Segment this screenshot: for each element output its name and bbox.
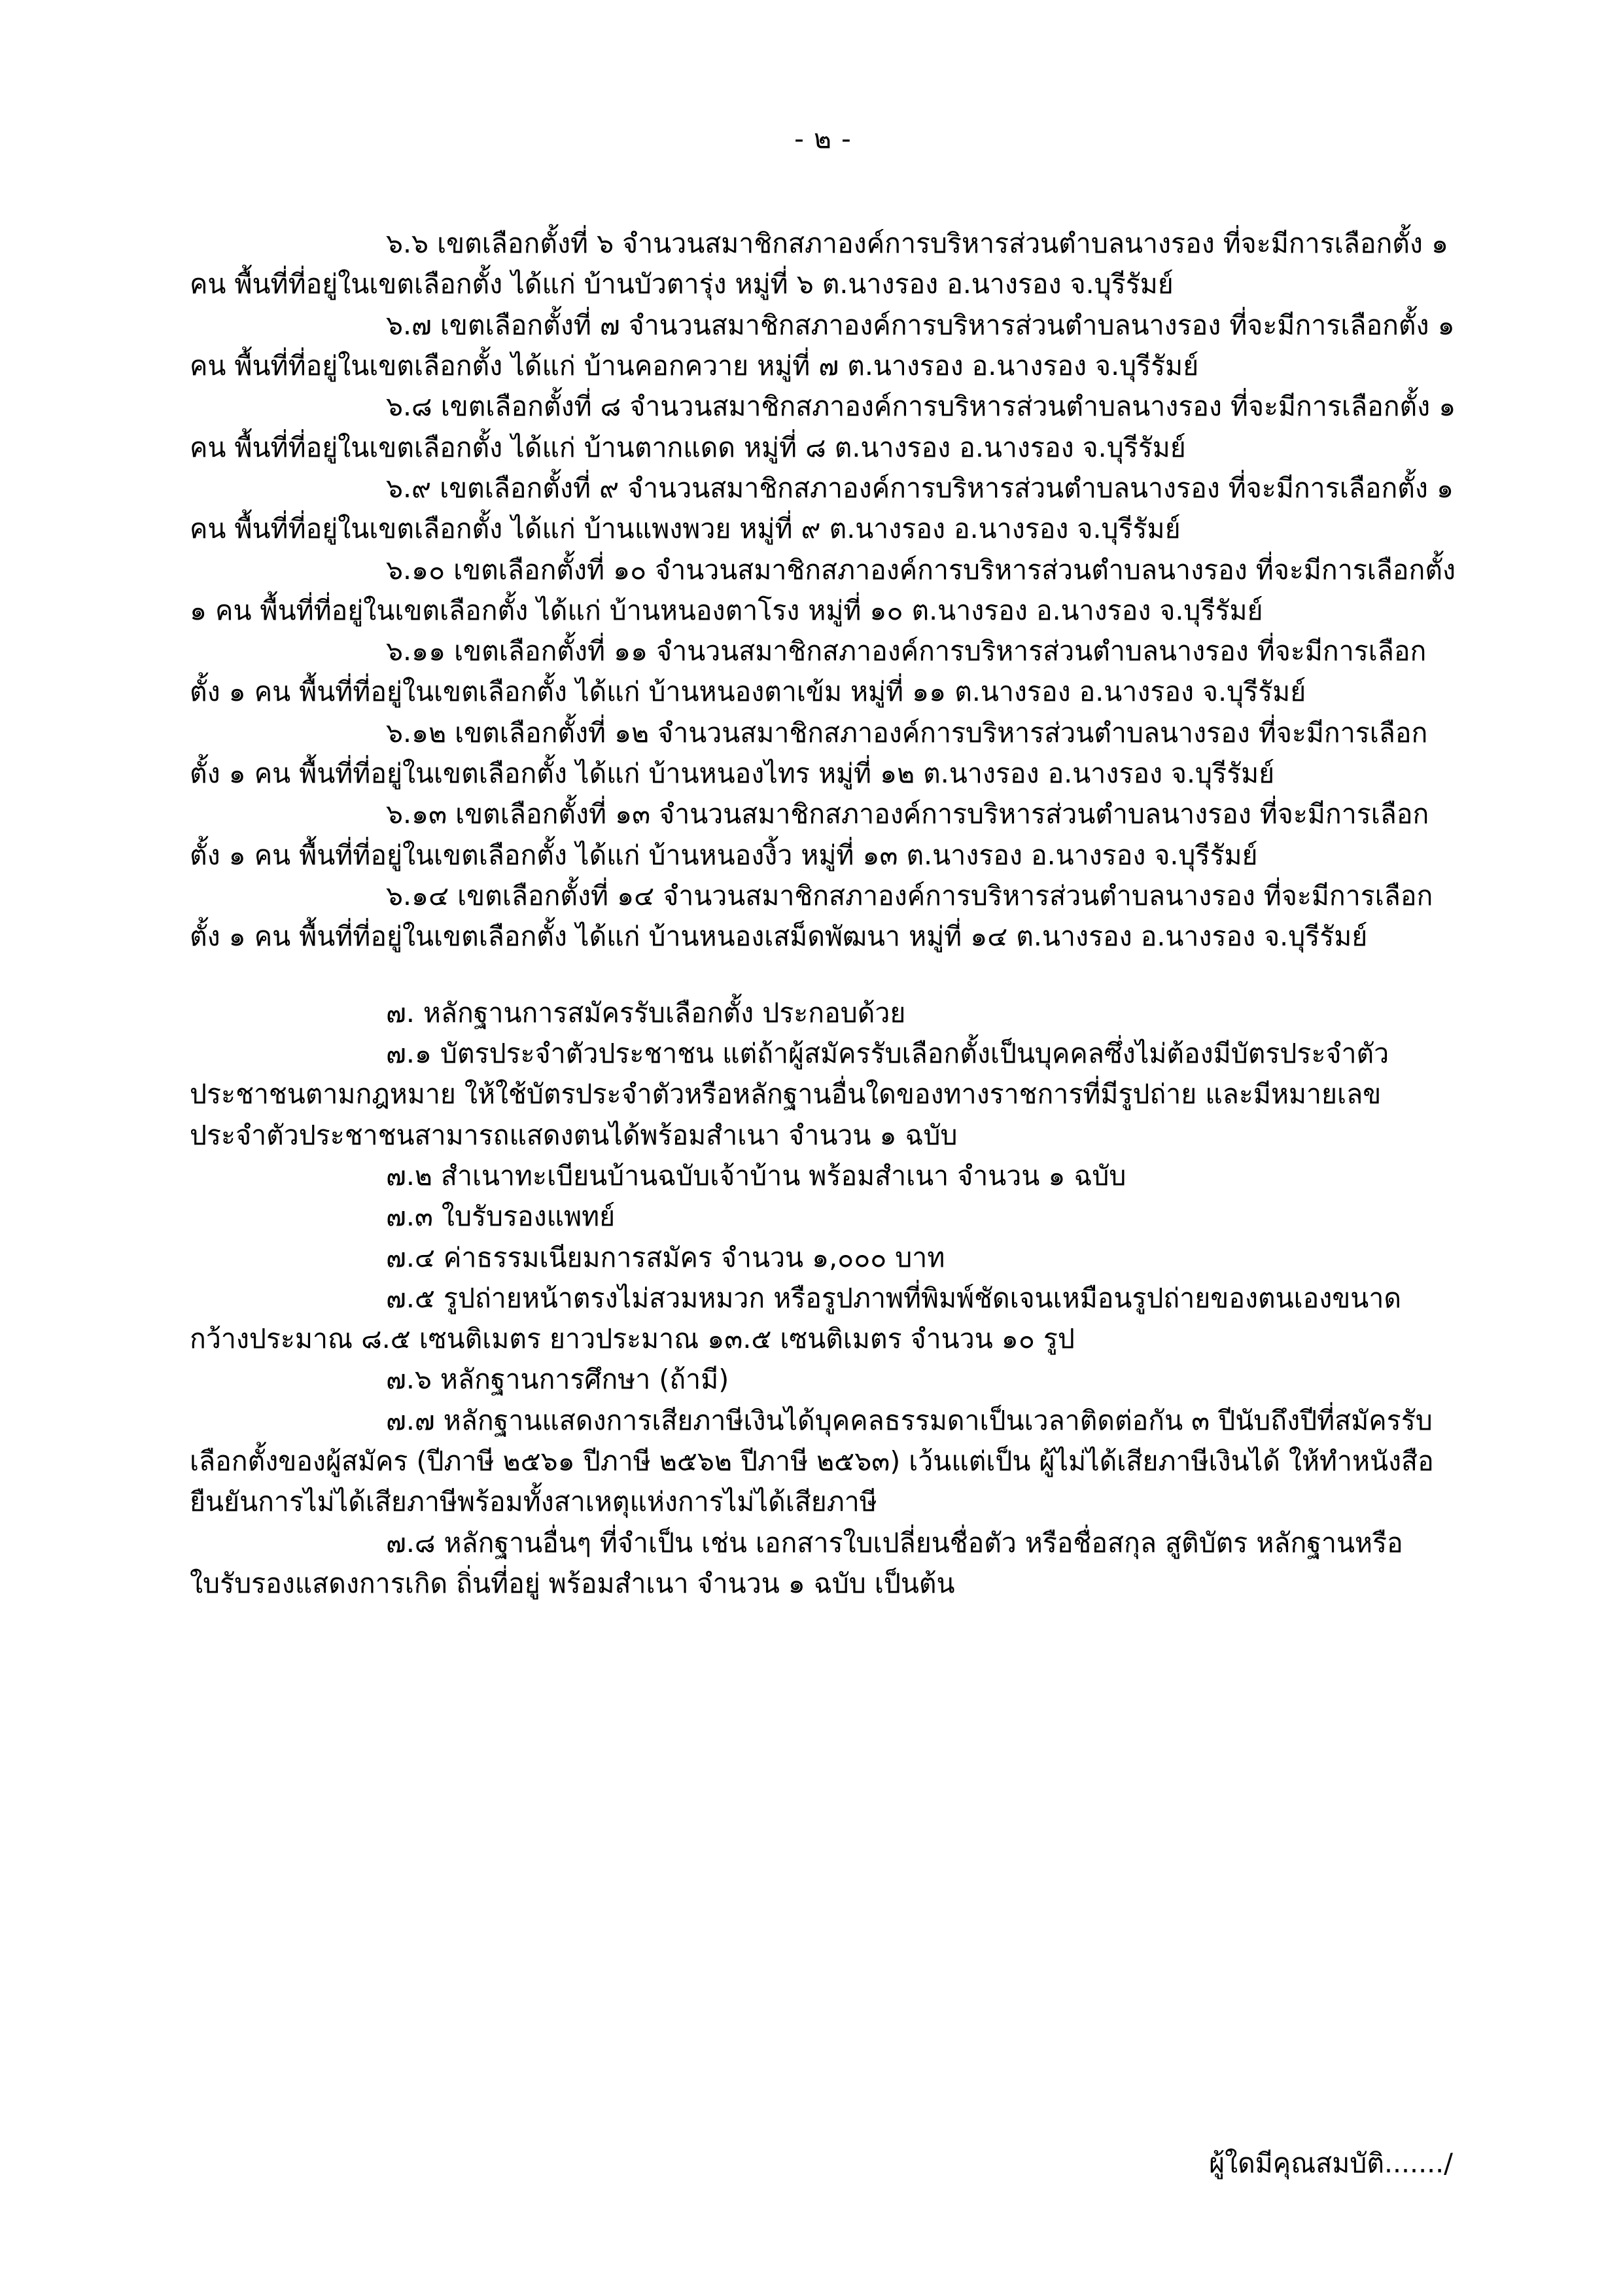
paragraph-6-9 [190,468,1456,550]
item-text: ๗.๘ หลักฐานอื่นๆ ที่จำเป็น เช่น เอกสารใบเปลี่ยนชื่อตัว หรือชื่อสกุล สูติบัตร หลักฐานหรือใบรับรองแสดงการเกิด ถิ่นที่อยู่ พร้อมสำเนา จำนวน ๑ ฉบับ เป็นต้น [190,1527,1403,1599]
item-text: ๗.๓ ใบรับรองแพทย์ [386,1201,616,1233]
item-text: ๗.๑ บัตรประจำตัวประชาชน แต่ถ้าผู้สมัครรับเลือกตั้งเป็นบุคคลซึ่งไม่ต้องมีบัตรประจำตัวประชาชนตามกฎหมาย ให้ใช้บัตรประจำตัวหรือหลักฐานอื่นใดของทางราชการที่มีรูปถ่าย และมีหมายเลขประจำตัวประชาชนสามารถแสดงตนได้พร้อมสำเนา จำนวน ๑ ฉบับ [190,1037,1389,1151]
paragraph-text: ๖.๑๓ เขตเลือกตั้งที่ ๑๓ จำนวนสมาชิกสภาองค์การบริหารส่วนตำบลนางรอง ที่จะมีการเลือกตั้ง ๑ คน พื้นที่ที่อยู่ในเขตเลือกตั้ง ได้แก่ บ้านหนองงิ้ว หมู่ที่ ๑๓ ต.นางรอง อ.นางรอง จ.บุรีรัมย์ [190,798,1429,871]
item-7-2 [190,1156,1456,1196]
paragraph-text: ๖.๑๒ เขตเลือกตั้งที่ ๑๒ จำนวนสมาชิกสภาองค์การบริหารส่วนตำบลนางรอง ที่จะมีการเลือกตั้ง ๑ คน พื้นที่ที่อยู่ในเขตเลือกตั้ง ได้แก่ บ้านหนองไทร หมู่ที่ ๑๒ ต.นางรอง อ.นางรอง จ.บุรีรัมย์ [190,716,1428,790]
paragraph-6-7 [190,305,1456,387]
item-text: ๗.๗ หลักฐานแสดงการเสียภาษีเงินได้บุคคลธรรมดาเป็นเวลาติดต่อกัน ๓ ปีนับถึงปีที่สมัครรับเลือกตั้งของผู้สมัคร (ปีภาษี ๒๕๖๑ ปีภาษี ๒๕๖๒ ปีภาษี ๒๕๖๓) เว้นแต่เป็น ผู้ไม่ได้เสียภาษีเงินได้ ให้ทำหนังสือยืนยันการไม่ได้เสียภาษีพร้อมทั้งสาเหตุแห่งการไม่ได้เสียภาษี [190,1404,1434,1518]
item-text: ๗.๒ สำเนาทะเบียนบ้านฉบับเจ้าบ้าน พร้อมสำเนา จำนวน ๑ ฉบับ [386,1159,1126,1192]
item-7-7 [190,1400,1456,1523]
item-7-1 [190,1033,1456,1156]
paragraph-text: ๖.๙ เขตเลือกตั้งที่ ๙ จำนวนสมาชิกสภาองค์การบริหารส่วนตำบลนางรอง ที่จะมีการเลือกตั้ง ๑ คน พื้นที่ที่อยู่ในเขตเลือกตั้ง ได้แก่ บ้านแพงพวย หมู่ที่ ๙ ต.นางรอง อ.นางรอง จ.บุรีรัมย์ [190,472,1454,545]
section-7 [190,993,1456,1604]
paragraph-6-14 [190,875,1456,957]
paragraph-text: ๖.๑๑ เขตเลือกตั้งที่ ๑๑ จำนวนสมาชิกสภาองค์การบริหารส่วนตำบลนางรอง ที่จะมีการเลือกตั้ง ๑ คน พื้นที่ที่อยู่ในเขตเลือกตั้ง ได้แก่ บ้านหนองตาเข้ม หมู่ที่ ๑๑ ต.นางรอง อ.นางรอง จ.บุรีรัมย์ [190,635,1427,708]
footer-continuation-note: ผู้ใดมีคุณสมบัติ......./ [1209,2147,1453,2179]
item-7-3 [190,1196,1456,1237]
paragraph-6-6 [190,223,1456,305]
item-7-5 [190,1278,1456,1360]
paragraph-6-11 [190,631,1456,713]
section-7-heading [190,993,1456,1033]
section-spacer [190,957,1456,993]
paragraph-text: ๖.๘ เขตเลือกตั้งที่ ๘ จำนวนสมาชิกสภาองค์การบริหารส่วนตำบลนางรอง ที่จะมีการเลือกตั้ง ๑ คน พื้นที่ที่อยู่ในเขตเลือกตั้ง ได้แก่ บ้านตากแดด หมู่ที่ ๘ ต.นางรอง อ.นางรอง จ.บุรีรัมย์ [190,391,1456,463]
paragraph-text: ๖.๑๐ เขตเลือกตั้งที่ ๑๐ จำนวนสมาชิกสภาองค์การบริหารส่วนตำบลนางรอง ที่จะมีการเลือกตั้ง ๑ คน พื้นที่ที่อยู่ในเขตเลือกตั้ง ได้แก่ บ้านหนองตาโรง หมู่ที่ ๑๐ ต.นางรอง อ.นางรอง จ.บุรีรัมย์ [190,554,1456,626]
paragraph-6-13 [190,794,1456,875]
item-text: ๗.๔ ค่าธรรมเนียมการสมัคร จำนวน ๑,๐๐๐ บาท [386,1241,945,1273]
item-text: ๗.๕ รูปถ่ายหน้าตรงไม่สวมหมวก หรือรูปภาพที่พิมพ์ชัดเจนเหมือนรูปถ่ายของตนเองขนาดกว้างประมาณ ๘.๕ เซนติเมตร ยาวประมาณ ๑๓.๕ เซนติเมตร จำนวน ๑๐ รูป [190,1282,1401,1355]
paragraph-6-10 [190,550,1456,631]
item-7-8 [190,1523,1456,1604]
paragraph-text: ๖.๖ เขตเลือกตั้งที่ ๖ จำนวนสมาชิกสภาองค์การบริหารส่วนตำบลนางรอง ที่จะมีการเลือกตั้ง ๑ คน พื้นที่ที่อยู่ในเขตเลือกตั้ง ได้แก่ บ้านบัวตารุ่ง หมู่ที่ ๖ ต.นางรอง อ.นางรอง จ.บุรีรัมย์ [190,228,1449,300]
page-number: - ๒ - [794,123,852,154]
paragraph-text: ๖.๑๔ เขตเลือกตั้งที่ ๑๔ จำนวนสมาชิกสภาองค์การบริหารส่วนตำบลนางรอง ที่จะมีการเลือกตั้ง ๑ คน พื้นที่ที่อยู่ในเขตเลือกตั้ง ได้แก่ บ้านหนองเสม็ดพัฒนา หมู่ที่ ๑๔ ต.นางรอง อ.นางรอง จ.บุรีรัมย์ [190,880,1433,953]
paragraph-6-8 [190,386,1456,468]
paragraph-text: ๖.๗ เขตเลือกตั้งที่ ๗ จำนวนสมาชิกสภาองค์การบริหารส่วนตำบลนางรอง ที่จะมีการเลือกตั้ง ๑ คน พื้นที่ที่อยู่ในเขตเลือกตั้ง ได้แก่ บ้านคอกควาย หมู่ที่ ๗ ต.นางรอง อ.นางรอง จ.บุรีรัมย์ [190,309,1455,381]
item-7-6 [190,1359,1456,1400]
item-text: ๗.๖ หลักฐานการศึกษา (ถ้ามี) [386,1364,729,1396]
paragraph-6-12 [190,713,1456,794]
item-7-4 [190,1237,1456,1278]
section-heading-text: ๗. หลักฐานการสมัครรับเลือกตั้ง ประกอบด้วย [386,997,906,1029]
document-body [190,223,1456,1604]
